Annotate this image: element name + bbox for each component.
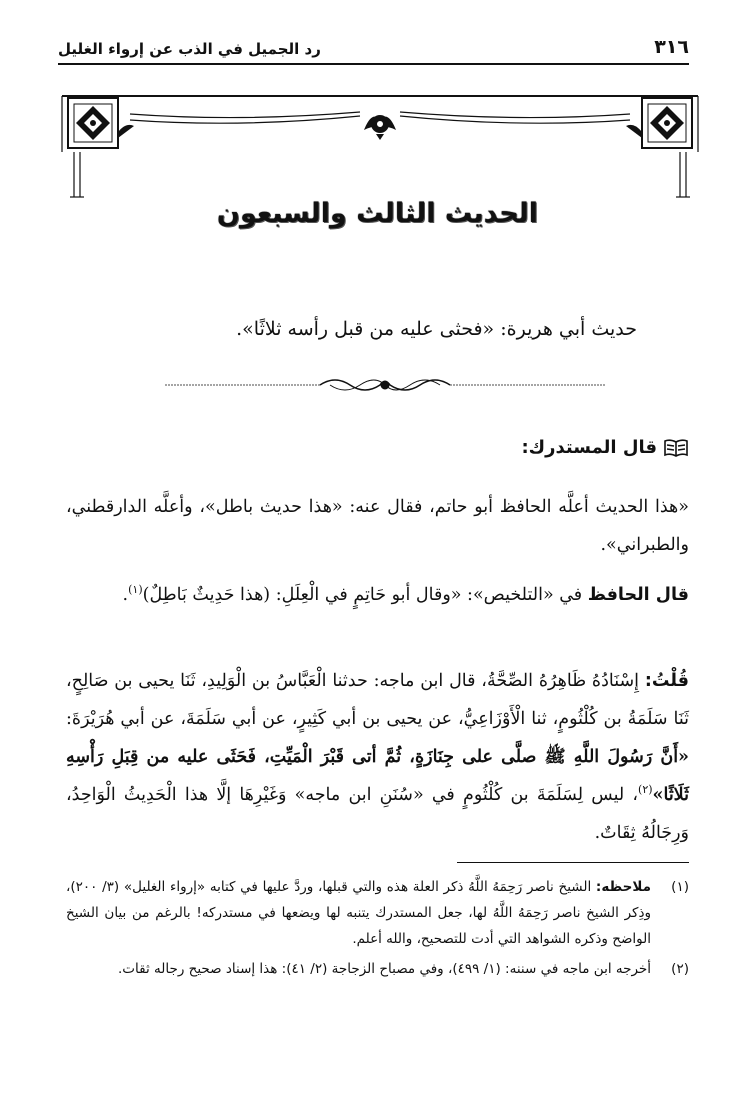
footnote-ref: (١) bbox=[128, 583, 143, 597]
paragraph-lead: قال الحافظ bbox=[587, 585, 689, 605]
footnote bbox=[66, 874, 689, 952]
paragraph-body: في «التلخيص»: «وقال أبو حَاتِمٍ في الْعِلَلِ: (هذا حَدِيثٌ بَاطِلٌ) bbox=[142, 585, 588, 605]
footnote bbox=[66, 956, 689, 982]
paragraph-quote: «هذا الحديث أعلَّه الحافظ أبو حاتم، فقال عنه: «هذا حديث باطل»، وأعلَّه الدارقطني، والطبراني». bbox=[66, 497, 689, 555]
hadith-text: «أَنَّ رَسُولَ اللَّهِ ﷺ صلَّى على جِنَازَةٍ، ثُمَّ أتى قَبْرَ الْمَيِّتِ، فَحَثَى عليه من قِبَلِ رَأْسِهِ ثَلَاثًا» bbox=[66, 747, 689, 805]
footnote-text bbox=[66, 874, 651, 952]
footnote-text bbox=[66, 956, 651, 982]
section-label-text: قال المستدرك: bbox=[521, 437, 657, 458]
paragraph-body: ، ليس لِسَلَمَةَ بن كُلْثُومٍ في «سُنَنِ ابن ماجه» وَغَيْرِهَا إلَّا هذا الْحَدِيثُ الْوَاحِدُ، وَرِجَالُهُ ثِقَاتٌ. bbox=[66, 785, 689, 843]
paragraph-author bbox=[66, 662, 689, 852]
footnote-body: أخرجه ابن ماجه في سننه: (١/ ٤٩٩)، وفي مصباح الزجاجة (٢/ ٤١): هذا إسناد صحيح رجاله ثقات. bbox=[118, 961, 651, 977]
book-title: رد الجميل في الذب عن إرواء الغليل bbox=[58, 40, 321, 58]
chapter-title: الحديث الثالث والسبعون bbox=[216, 198, 539, 229]
header-rule bbox=[58, 63, 689, 65]
footnote-ref: (٢) bbox=[638, 783, 653, 797]
footnote-rule bbox=[457, 862, 689, 863]
ornament-frame bbox=[60, 92, 700, 200]
page-number: ٣١٦ bbox=[654, 36, 689, 58]
paragraph-talkhis bbox=[66, 576, 689, 614]
section-label bbox=[521, 437, 689, 458]
paragraph-body: إِسْنَادُهُ ظَاهِرُهُ الصِّحَّةُ، قال ابن ماجه: حدثنا الْعَبَّاسُ بن الْوَلِيدِ، ثَنَا يحيى بن صَالِحٍ، ثَنَا سَلَمَةُ بن كُلْثُومٍ، ثنا الْأَوْزَاعِيُّ، عن يحيى بن أبي كَثِيرٍ، عن أبي سَلَمَةَ، عن أبي هُرَيْرَةَ: bbox=[66, 671, 689, 729]
ornamental-divider bbox=[165, 370, 605, 400]
footnote-number: (٢) bbox=[671, 961, 689, 977]
footnotes bbox=[66, 874, 689, 986]
footnote-lead: ملاحظه: bbox=[595, 879, 651, 895]
paragraph-lead: قُلْتُ: bbox=[644, 671, 689, 691]
paragraph-end: . bbox=[122, 585, 129, 605]
running-header bbox=[58, 34, 689, 58]
footnote-number: (١) bbox=[671, 879, 689, 895]
open-book-icon bbox=[663, 438, 689, 458]
footnote-body: الشيخ ناصر رَحِمَهُ اللَّهُ ذكر العلة هذه والتي قبلها، وردَّ عليها في كتابه «إرواء الغليل» (٣/ ٢٠٠)، وذِكر الشيخ ناصر رَحِمَهُ اللَّهُ لها، جعل المستدرك يتنبه لها ويضعها في مستدركه! بالرغم من بيان الشيخ الواضح وذكره الشواهد التي أدت للتصحيح، والله أعلم. bbox=[66, 879, 651, 947]
hadith-heading: حديث أبي هريرة: «فحثى عليه من قبل رأسه ثلاثًا». bbox=[236, 318, 637, 340]
